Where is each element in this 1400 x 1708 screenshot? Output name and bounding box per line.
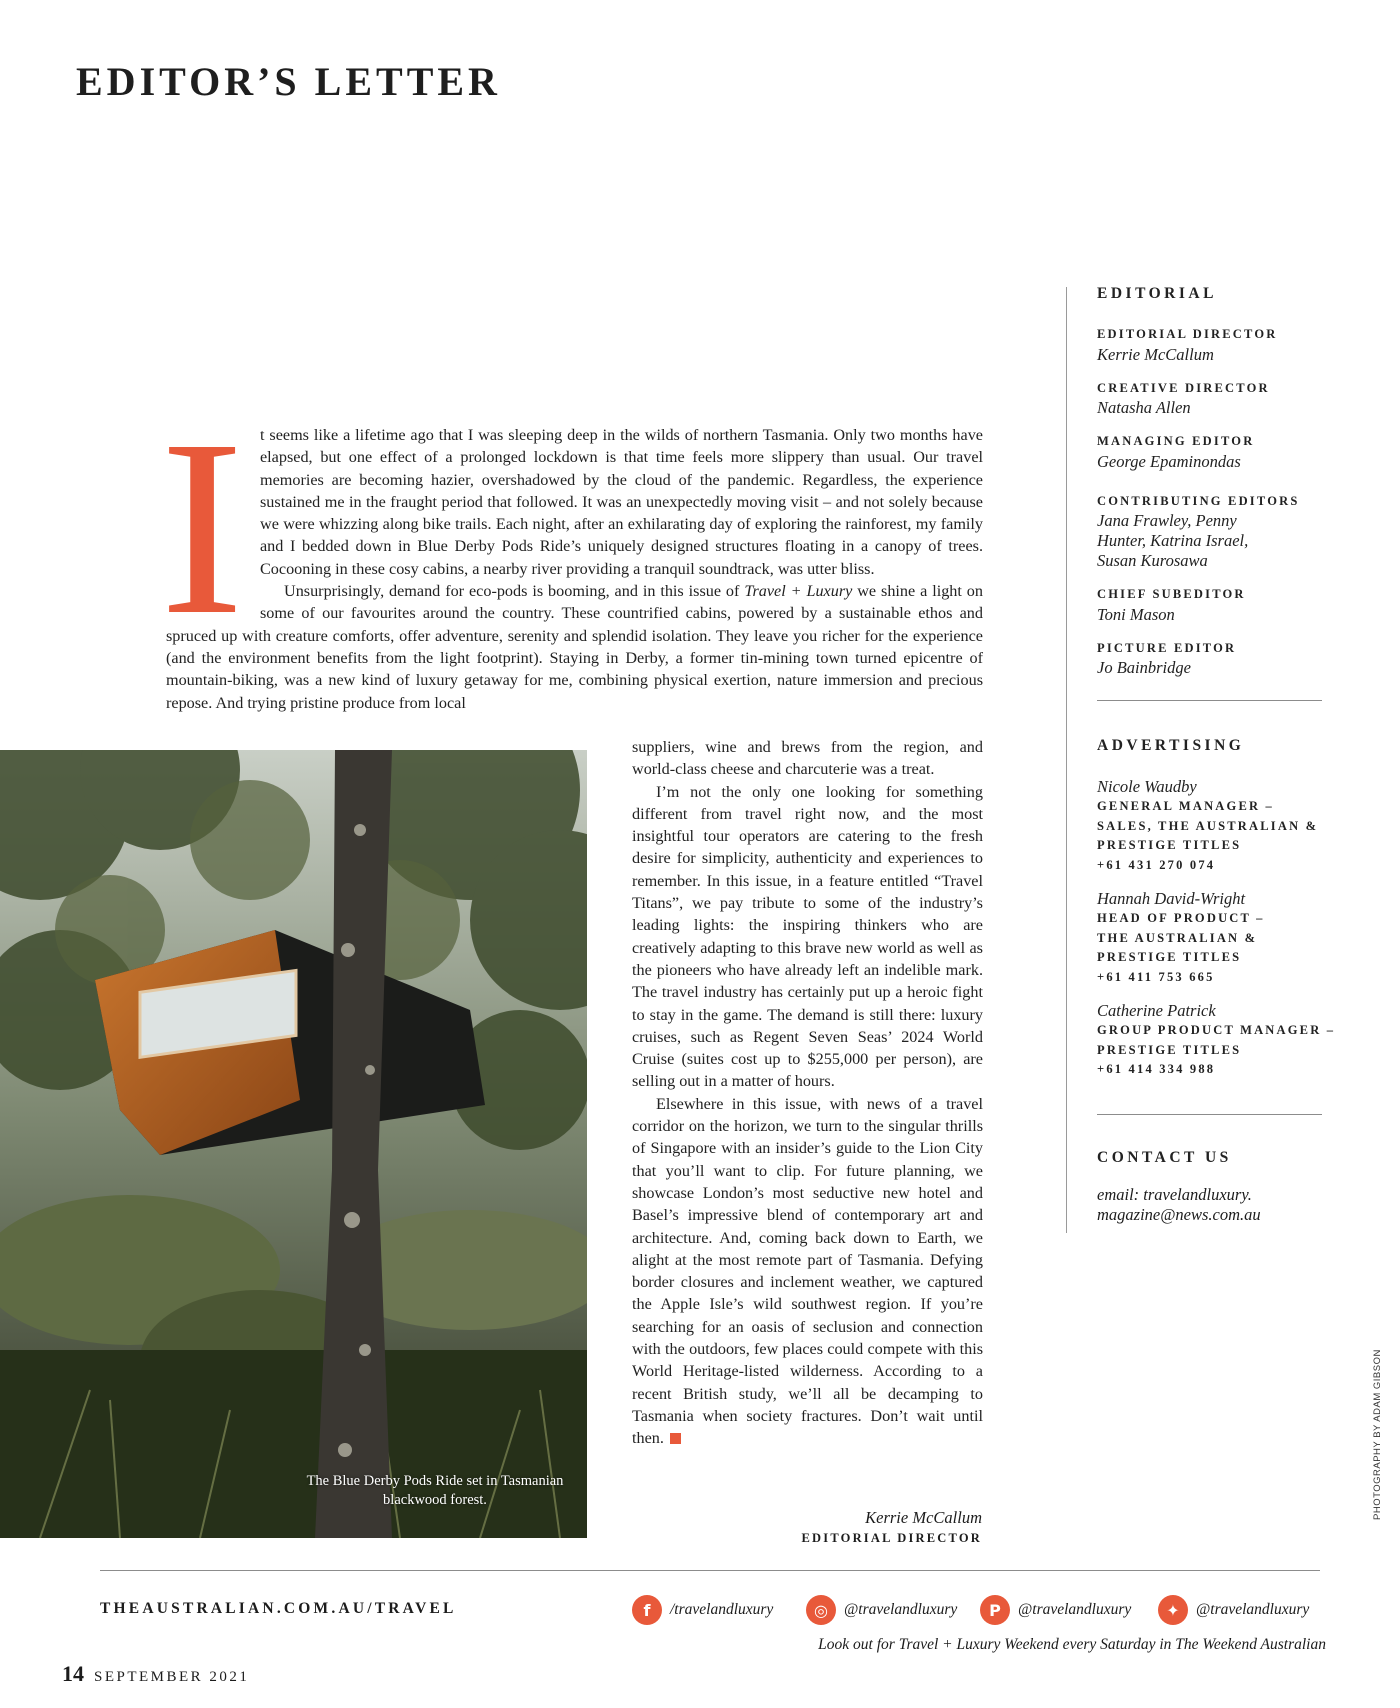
contact-email-continued[interactable]: magazine@news.com.au [1097,1204,1261,1224]
ad-contact-name: Nicole Waudby [1097,777,1197,796]
staff-entry [1097,492,1347,572]
facebook-handle: /travelandluxury [670,1601,774,1618]
signature [802,1508,983,1546]
ad-contact-phone: +61 431 270 074 [1097,857,1216,872]
dropcap-spacer [166,424,260,624]
ad-contact-name: Hannah David-Wright [1097,889,1246,908]
signature-name: Kerrie McCallum [865,1508,982,1527]
ad-contact-phone: +61 414 334 988 [1097,1062,1216,1076]
ad-contact-name: Catherine Patrick [1097,1001,1216,1020]
advertising-heading: ADVERTISING [1097,737,1245,754]
pinterest-icon: P [980,1595,1010,1625]
masthead [1097,285,1347,1225]
article-paragraph-2 [166,580,983,714]
article-paragraph-4 [632,1093,983,1450]
staff-name: Natasha Allen [1097,398,1191,417]
issue-date: SEPTEMBER 2021 [94,1669,250,1685]
staff-entry [1097,432,1347,472]
staff-name: Toni Mason [1097,604,1175,624]
facebook-icon: f [632,1595,662,1625]
instagram-link[interactable] [806,1595,957,1625]
paragraph-4-text: Elsewhere in this issue, with news of a travel corridor on the horizon, we turn to the singular thrills of Singapore with an insider’s guide to the Lion City that you’ll want to clip. For future planning, we showcase London’s most seductive new hotel and Basel’s impressive blend of contemporary art and architecture. And, coming back down to Earth, we alight at the most remote part of Tasmania. Defying border closures and inclement weather, we captured the Apple Isle’s wild southwest region. If you’re searching for an oasis of seclusion and connection with the outdoors, few places could compete with this World Heritage-listed wilderness. According to a recent British study, we’ll all be decamping to Tasmania when society fractures. Don’t wait until then. [632,1094,983,1448]
magazine-name: Travel + Luxury [744,582,853,601]
staff-role: PICTURE EDITOR [1097,640,1237,655]
pinterest-link[interactable] [980,1595,1131,1625]
twitter-icon: ✦ [1158,1595,1188,1625]
article-paragraph-1: t seems like a lifetime ago that I was sleeping deep in the wilds of northern Tasmania. Only two months have elapsed, but one effect of a prolonged lockdown is that time feels more slippery than usual. Our travel memories are becoming hazier, overshadowed by the cloud of the pandemic. Regardless, the experience sustained me in the fraught period that followed. It was an unexpectedly moving visit – and not solely because we were whizzing along bike trails. Each night, after an exhilarating day of exploring the rainforest, my family and I bedded down in Blue Derby Pods Ride’s uniquely designed structures floating in a canopy of trees. Cocooning in these cosy cabins, a nearby river providing a tranquil soundtrack, was utter bliss. [260,426,983,578]
instagram-handle: @travelandluxury [844,1601,958,1618]
ad-contact-role: HEAD OF PRODUCT – THE AUSTRALIAN & PRESTIGE TITLES [1097,911,1265,964]
page-title: EDITOR’S LETTER [76,59,501,104]
paragraph-2-text-b: we shine a light on some of our favourites around the country. These countrified cabins, powered by a sustainable ethos and spruced up with creature comforts, offer adventure, serenity and splendid isolation. They leave you richer for the experience (and the environment benefits from the light footprint). Staying in Derby, a former tin-mining town turned epicentre of mountain-biking, was a new kind of luxury getaway for me, combining physical exertion, nature immersion and precious repose. And trying pristine produce from local [166,582,983,712]
staff-role: MANAGING EDITOR [1097,434,1255,448]
contact-email[interactable]: email: travelandluxury. [1097,1184,1252,1204]
editorial-heading: EDITORIAL [1097,285,1217,302]
footer-divider [100,1570,1320,1571]
ad-contact [1097,1001,1347,1080]
photo-caption: The Blue Derby Pods Ride set in Tasmanian blackwood forest. [306,1473,564,1508]
ad-contact-role: GENERAL MANAGER – SALES, THE AUSTRALIAN & PRESTIGE TITLES [1097,799,1319,852]
cabin-photo [0,750,587,1538]
contact-heading: CONTACT US [1097,1148,1232,1166]
instagram-icon: ◎ [806,1595,836,1625]
staff-role: CONTRIBUTING EDITORS [1097,493,1300,508]
twitter-handle: @travelandluxury [1196,1601,1310,1618]
staff-name: Kerrie McCallum [1097,344,1214,364]
staff-role: CREATIVE DIRECTOR [1097,380,1270,395]
sidebar-divider [1066,287,1067,1233]
page-number: 14 [62,1661,84,1686]
staff-entry [1097,585,1347,625]
paragraph-2-text-a: Unsurprisingly, demand for eco-pods is booming, and in this issue of [284,582,745,601]
forest-pod-illustration [0,750,587,1538]
section-divider [1097,700,1322,701]
weekend-promo: Look out for Travel + Luxury Weekend every Saturday in The Weekend Australian [818,1636,1326,1653]
ad-contact-phone: +61 411 753 665 [1097,969,1215,984]
twitter-link[interactable] [1158,1595,1309,1625]
staff-name: Jo Bainbridge [1097,658,1191,677]
ad-contact [1097,777,1347,875]
site-url-link[interactable]: THEAUSTRALIAN.COM.AU/TRAVEL [100,1600,457,1617]
article-body-column [632,736,983,1450]
section-divider [1097,1114,1322,1115]
page-folio [62,1661,249,1687]
article-paragraph-3: I’m not the only one looking for something different from travel right now, and the most insightful tour operators are catering to the fresh desire for simplicity, authenticity and experiences to remember. In this issue, in a feature entitled “Travel Titans”, we pay tribute to some of the industry’s leading lights: the inspiring thinkers who are creatively adapting to this brave new world as well as the pioneers who have already left an indelible mark. The travel industry has certainly put up a heroic fight to stay in the game. The demand is still there: luxury cruises, such as Regent Seven Seas’ 2024 World Cruise (suites cost up to $255,000 per person), are selling out in a matter of hours. [632,782,983,1091]
facebook-link[interactable] [632,1595,773,1625]
ad-contact-role: GROUP PRODUCT MANAGER – PRESTIGE TITLES [1097,1023,1336,1057]
photo-credit: PHOTOGRAPHY BY ADAM GIBSON [1372,1349,1383,1520]
staff-entry [1097,639,1347,679]
editorial-list [1097,325,1347,678]
ad-contact [1097,889,1347,987]
end-mark-icon [670,1433,681,1444]
drop-cap: I [160,387,244,667]
signature-role: EDITORIAL DIRECTOR [801,1531,982,1545]
staff-role: EDITORIAL DIRECTOR [1097,327,1278,341]
article-paragraph-2-continued: suppliers, wine and brews from the region, and world-class cheese and charcuterie was a treat. [632,738,983,779]
staff-entry [1097,325,1347,365]
advertising-list [1097,777,1347,1080]
pinterest-handle: @travelandluxury [1018,1601,1132,1618]
staff-entry [1097,379,1347,419]
staff-role: CHIEF SUBEDITOR [1097,587,1246,601]
staff-name: George Epaminondas [1097,451,1241,471]
staff-name: Jana Frawley, Penny Hunter, Katrina Israel, Susan Kurosawa [1097,511,1249,570]
article-body-top [166,424,983,736]
